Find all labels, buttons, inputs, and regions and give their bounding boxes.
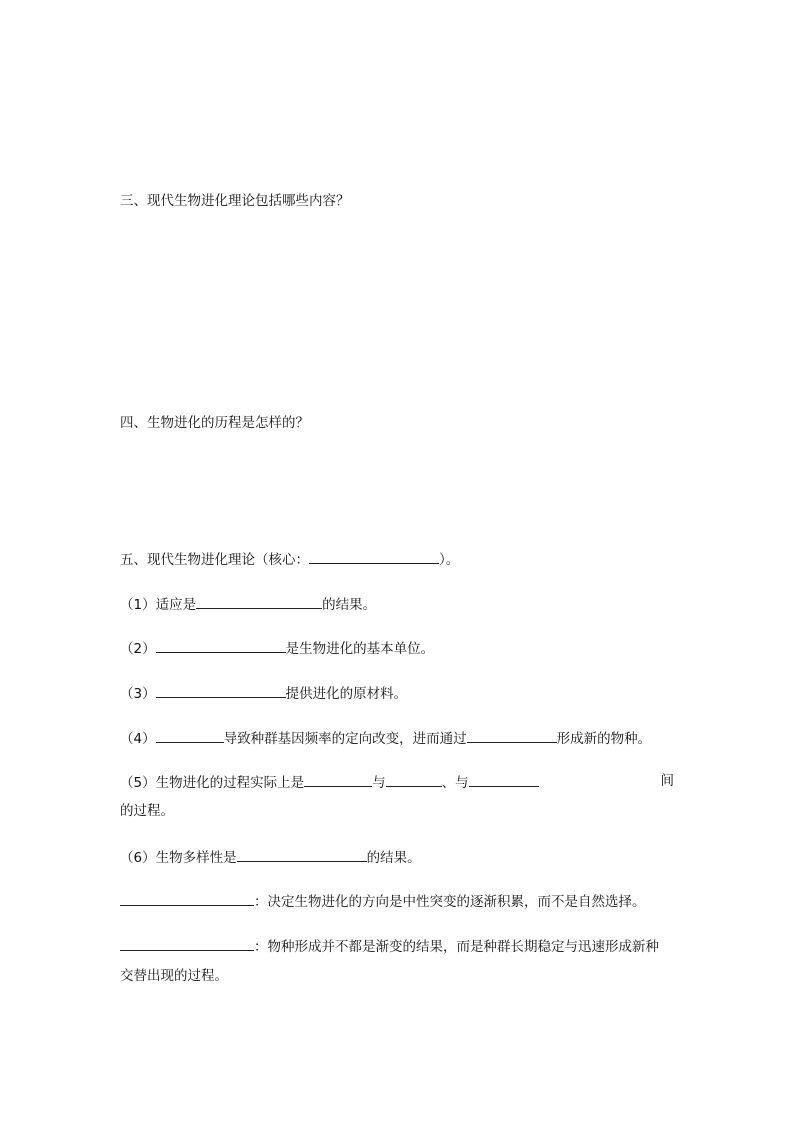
item-5-tail: [661, 772, 675, 790]
note-1: [120, 891, 646, 911]
fill-blank-note-2[interactable]: [120, 936, 254, 951]
item-5-line-2-text: 的过程。: [120, 803, 174, 819]
fill-blank-5c[interactable]: [469, 772, 539, 787]
fill-blank-2[interactable]: [156, 638, 286, 653]
item-1-prefix: （1）适应是: [120, 597, 197, 613]
note-2-text: ：物种形成并不都是渐变的结果，而是种群长期稳定与迅速形成新种: [254, 939, 659, 955]
note-1-text: ：决定生物进化的方向是中性突变的逐渐积累，而不是自然选择。: [254, 894, 646, 910]
note-2-line-2: [120, 967, 228, 985]
item-6-suffix: 的结果。: [366, 850, 421, 866]
fill-blank-6[interactable]: [237, 847, 367, 862]
item-3: [120, 683, 407, 703]
note-2: [120, 936, 659, 956]
item-1-suffix: 的结果。: [322, 597, 377, 613]
item-6: [120, 847, 421, 867]
item-4-prefix: （4）: [120, 731, 156, 747]
item-3-suffix: 提供进化的原材料。: [285, 686, 408, 702]
item-4: [120, 728, 651, 748]
fill-blank-5b[interactable]: [386, 772, 442, 787]
note-2-line-2-text: 交替出现的过程。: [120, 968, 228, 984]
item-2-prefix: （2）: [120, 641, 156, 657]
fill-blank-4a[interactable]: [156, 728, 224, 743]
fill-blank-note-1[interactable]: [120, 891, 254, 906]
question-5: [120, 549, 459, 569]
item-5-mid-2: 、与: [441, 775, 469, 791]
item-2-suffix: 是生物进化的基本单位。: [285, 641, 435, 657]
question-4-text: 四、生物进化的历程是怎样的？: [120, 415, 309, 431]
fill-blank-1[interactable]: [196, 594, 322, 609]
item-4-suffix: 形成新的物种。: [556, 731, 652, 747]
question-5-prefix: 五、现代生物进化理论（核心：: [120, 552, 309, 568]
fill-blank-3[interactable]: [156, 683, 286, 698]
question-5-suffix: ）。: [439, 552, 460, 568]
item-1: [120, 594, 376, 614]
item-6-prefix: （6）生物多样性是: [120, 850, 237, 866]
fill-blank-core[interactable]: [309, 549, 439, 564]
item-2: [120, 638, 434, 658]
fill-blank-4b[interactable]: [467, 728, 557, 743]
question-3: [120, 192, 350, 210]
fill-blank-5a[interactable]: [304, 772, 372, 787]
item-5-tail-text: 间: [660, 773, 674, 789]
item-4-mid: 导致种群基因频率的定向改变，进而通过: [223, 731, 467, 747]
question-3-text: 三、现代生物进化理论包括哪些内容？: [120, 193, 350, 209]
item-5: [120, 772, 539, 792]
item-5-prefix: （5）生物进化的过程实际上是: [120, 775, 305, 791]
item-5-mid-1: 与: [372, 775, 386, 791]
question-4: [120, 414, 309, 432]
item-3-prefix: （3）: [120, 686, 156, 702]
item-5-line-2: [120, 802, 174, 820]
